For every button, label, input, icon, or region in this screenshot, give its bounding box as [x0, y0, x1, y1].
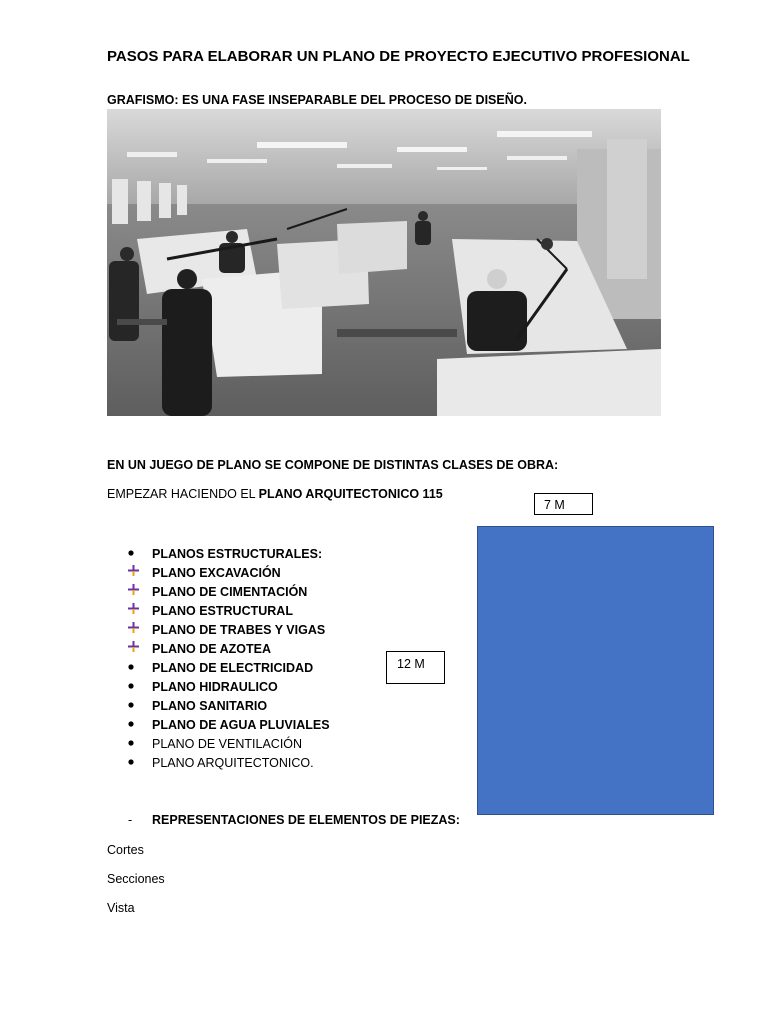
view-vista: Vista	[107, 901, 135, 915]
list-item-label: PLANO HIDRAULICO	[152, 680, 278, 694]
list-item	[128, 697, 330, 716]
view-secciones: Secciones	[107, 872, 165, 886]
list-item-label: PLANO DE AZOTEA	[152, 642, 271, 656]
subtitle: GRAFISMO: ES UNA FASE INSEPARABLE DEL PROCESO DE DISEÑO.	[107, 93, 527, 107]
page-title: PASOS PARA ELABORAR UN PLANO DE PROYECTO EJECUTIVO PROFESIONAL	[107, 48, 690, 65]
view-cortes: Cortes	[107, 843, 144, 857]
bullet-icon	[128, 660, 152, 677]
list-item	[128, 640, 330, 659]
list-item	[128, 716, 330, 735]
list-item-label: PLANO SANITARIO	[152, 699, 268, 713]
cross-bullet-icon	[128, 603, 152, 620]
start-line-prefix: EMPEZAR HACIENDO EL	[107, 487, 259, 501]
start-line	[107, 487, 443, 501]
list-item	[128, 621, 330, 640]
list-item	[128, 602, 330, 621]
list-item-label: PLANOS ESTRUCTURALES:	[152, 547, 323, 561]
bullet-icon	[128, 755, 152, 772]
intro-line: EN UN JUEGO DE PLANO SE COMPONE DE DISTINTAS CLASES DE OBRA:	[107, 458, 559, 472]
representations-text: REPRESENTACIONES DE ELEMENTOS DE PIEZAS:	[152, 813, 460, 827]
cross-bullet-icon	[128, 584, 152, 601]
bullet-icon	[128, 717, 152, 734]
blue-rectangle-shape	[477, 526, 714, 815]
dash-marker: -	[128, 813, 133, 827]
list-item-label: PLANO EXCAVACIÓN	[152, 566, 281, 580]
list-item-label: PLANO DE VENTILACIÓN	[152, 737, 303, 751]
list-item-label: PLANO ARQUITECTONICO.	[152, 756, 314, 770]
dimension-width-box: 7 M	[534, 493, 593, 515]
list-item	[128, 754, 330, 773]
cross-bullet-icon	[128, 565, 152, 582]
bullet-icon	[128, 679, 152, 696]
bullet-icon	[128, 736, 152, 753]
start-line-emphasis: PLANO ARQUITECTONICO	[258, 487, 420, 501]
cross-bullet-icon	[128, 622, 152, 639]
list-item	[128, 735, 330, 754]
list-item-label: PLANO DE ELECTRICIDAD	[152, 661, 314, 675]
start-line-suffix: 115	[419, 487, 443, 501]
list-item	[128, 564, 330, 583]
list-item	[128, 583, 330, 602]
list-item-label: PLANO DE TRABES Y VIGAS	[152, 623, 326, 637]
representations-heading	[128, 813, 460, 827]
bullet-icon	[128, 546, 152, 563]
list-item	[128, 659, 330, 678]
list-item-label: PLANO ESTRUCTURAL	[152, 604, 293, 618]
list-item-label: PLANO DE AGUA PLUVIALES	[152, 718, 330, 732]
list-item-label: PLANO DE CIMENTACIÓN	[152, 585, 308, 599]
plan-types-list	[128, 545, 330, 773]
cross-bullet-icon	[128, 641, 152, 658]
photo-illustration	[107, 109, 661, 416]
drafting-room-photo	[107, 109, 661, 416]
dimension-height-box: 12 M	[386, 651, 445, 684]
list-item	[128, 545, 330, 564]
list-item	[128, 678, 330, 697]
bullet-icon	[128, 698, 152, 715]
